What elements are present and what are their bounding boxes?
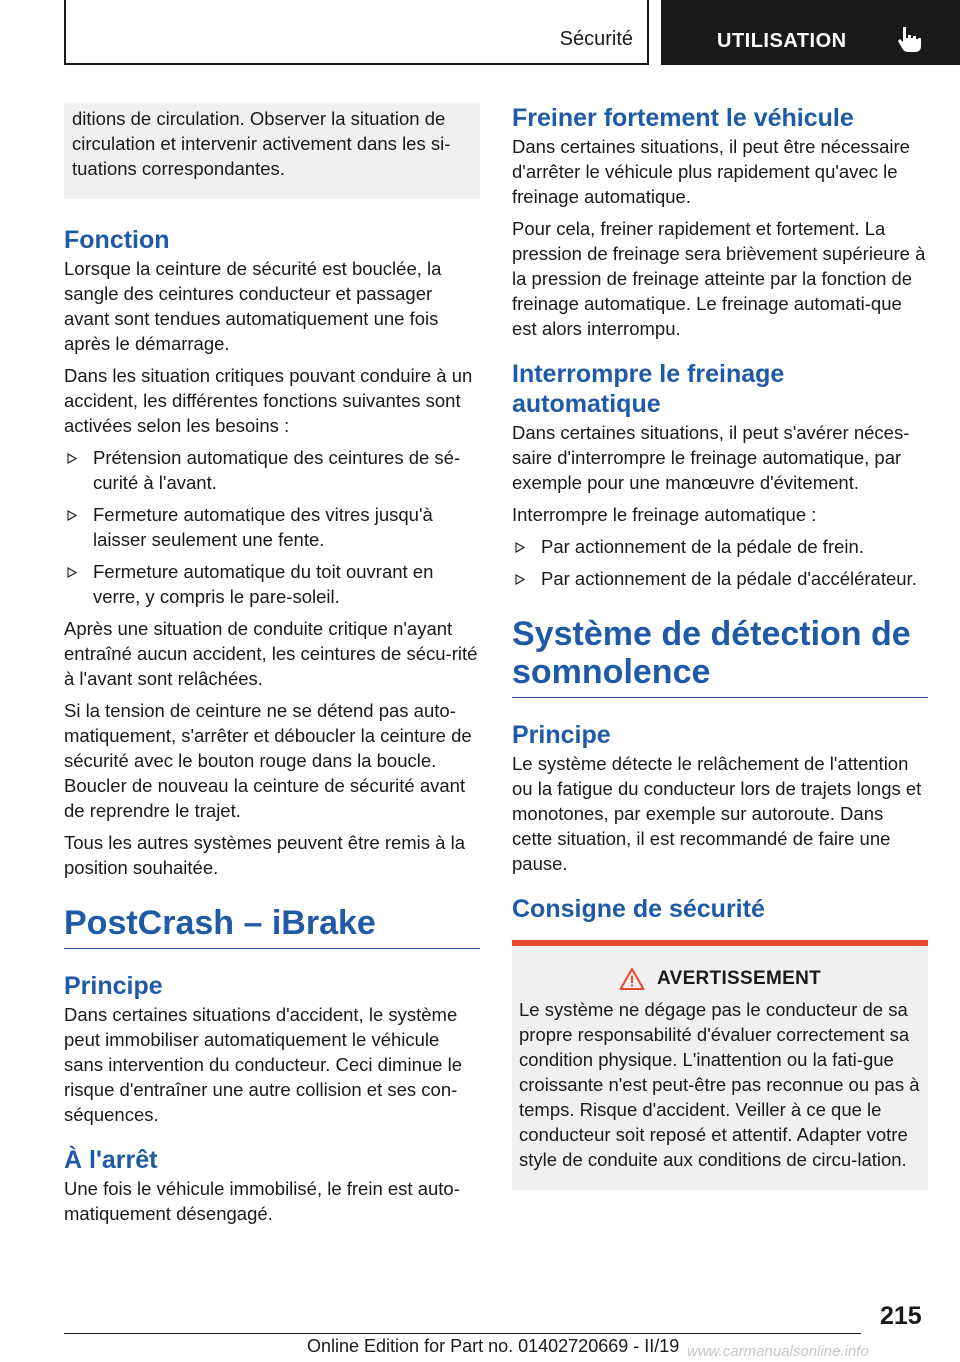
warning-box (512, 940, 928, 1190)
page-number: 215 (880, 1302, 922, 1330)
arret-heading: À l'arrêt (64, 1146, 158, 1174)
fonction-paragraph-4: Si la tension de ceinture ne se détend pas auto‐matiquement, s'arrêter et déboucler la ceinture de sécurité avec le bouton rouge dans la boucle. Boucler de nouveau la ceinture de sécurité avant de reprendre le trajet. (64, 700, 472, 821)
arret-paragraph: Une fois le véhicule immobilisé, le frein est auto‐matiquement désengagé. (64, 1178, 460, 1224)
watermark: www.carmanualsonline.info (687, 1343, 869, 1360)
left-column (64, 103, 480, 1233)
footer-edition: Online Edition for Part no. 01402720669 - II/19 (307, 1336, 680, 1356)
warning-text: Le système ne dégage pas le conducteur de sa propre responsabilité d'évaluer correctement sa condition physique. L'inattention ou la fati‐gue croissante n'est peut-être pas reconnue ou pas à temps. Risque d'accident. Veiller à ce que le conducteur soit reposé et attentif. Adapter votre style de conduite aux conditions de circu‐lation. (519, 999, 920, 1170)
fonction-paragraph-2: Dans les situation critiques pouvant conduire à un accident, les différentes fonctions suivantes sont activées selon les besoins : (64, 365, 473, 436)
list-item-text: Fermeture automatique des vitres jusqu'à laisser seulement une fente. (93, 504, 433, 550)
postcrash-heading: PostCrash – iBrake (64, 904, 480, 949)
freiner-paragraph-1: Dans certaines situations, il peut être nécessaire d'arrêter le véhicule plus rapidement qu'avec le freinage automatique. (512, 136, 910, 207)
header-chapter-title: UTILISATION (717, 30, 847, 52)
list-item (64, 502, 480, 552)
list-item-text: Par actionnement de la pédale de frein. (541, 536, 864, 557)
principe-paragraph: Le système détecte le relâchement de l'attention ou la fatigue du conducteur lors de trajets longs et monotones, par exemple sur autoroute. Dans cette situation, il est recommandé de faire une pause. (512, 753, 922, 874)
freiner-paragraph-2: Pour cela, freiner rapidement et fortement. La pression de freinage sera brièvement supérieure à la pression de freinage atteinte par la fonction de freinage automatique. Le freinage automati‐que est alors interrompu. (512, 218, 926, 339)
list-item-text: Par actionnement de la pédale d'accélérateur. (541, 568, 917, 589)
notice-box (64, 103, 480, 199)
principe-heading: Principe (512, 721, 611, 749)
principe-heading: Principe (64, 972, 163, 1000)
interrompre-paragraph-1: Dans certaines situations, il peut s'avérer néces‐saire d'interrompre le freinage automatique, par exemple pour une manœuvre d'évitement. (512, 422, 910, 493)
footer-divider (64, 1333, 861, 1334)
freiner-heading: Freiner fortement le véhicule (512, 104, 854, 132)
triangle-bullet-icon (67, 510, 77, 521)
triangle-bullet-icon (515, 574, 525, 585)
interrompre-heading: Interrompre le freinage automatique (512, 360, 785, 418)
list-item (64, 559, 480, 609)
fonction-bullet-list (64, 445, 480, 609)
fonction-paragraph-1: Lorsque la ceinture de sécurité est bouclée, la sangle des ceintures conducteur et passager avant sont tendues automatiquement une fois après le démarrage. (64, 258, 442, 354)
interrompre-paragraph-2: Interrompre le freinage automatique : (512, 504, 817, 525)
header-chapter-tab (661, 0, 960, 65)
interrompre-bullet-list (512, 534, 928, 591)
right-column (512, 103, 928, 1190)
list-item (512, 566, 928, 591)
triangle-bullet-icon (515, 542, 525, 553)
warning-triangle-icon (619, 967, 645, 991)
triangle-bullet-icon (67, 567, 77, 578)
list-item (512, 534, 928, 559)
notice-text: ditions de circulation. Observer la situation de circulation et intervenir activement dans les si‐tuations correspondantes. (72, 108, 451, 179)
warning-title-text: AVERTISSEMENT (656, 968, 821, 989)
fonction-paragraph-3: Après une situation de conduite critique n'ayant entraîné aucun accident, les ceintures de sécu‐rité à l'avant sont relâchées. (64, 618, 478, 689)
consigne-heading: Consigne de sécurité (512, 895, 765, 923)
triangle-bullet-icon (67, 453, 77, 464)
list-item-text: Fermeture automatique du toit ouvrant en verre, y compris le pare-soleil. (93, 561, 434, 607)
hand-pointing-icon (894, 24, 924, 54)
somnolence-heading: Système de détection de somnolence (512, 615, 928, 698)
fonction-paragraph-5: Tous les autres systèmes peuvent être remis à la position souhaitée. (64, 832, 466, 878)
header-section-tab (64, 0, 649, 65)
list-item (64, 445, 480, 495)
principe-paragraph: Dans certaines situations d'accident, le système peut immobiliser automatiquement le véhicule sans intervention du conducteur. Ceci diminue le risque d'entraîner une autre collision et ses con‐séquences. (64, 1004, 462, 1125)
list-item-text: Prétension automatique des ceintures de sé‐curité à l'avant. (93, 447, 461, 493)
fonction-heading: Fonction (64, 226, 170, 254)
header-section-title: Sécurité (559, 28, 633, 50)
warning-title (519, 966, 921, 991)
